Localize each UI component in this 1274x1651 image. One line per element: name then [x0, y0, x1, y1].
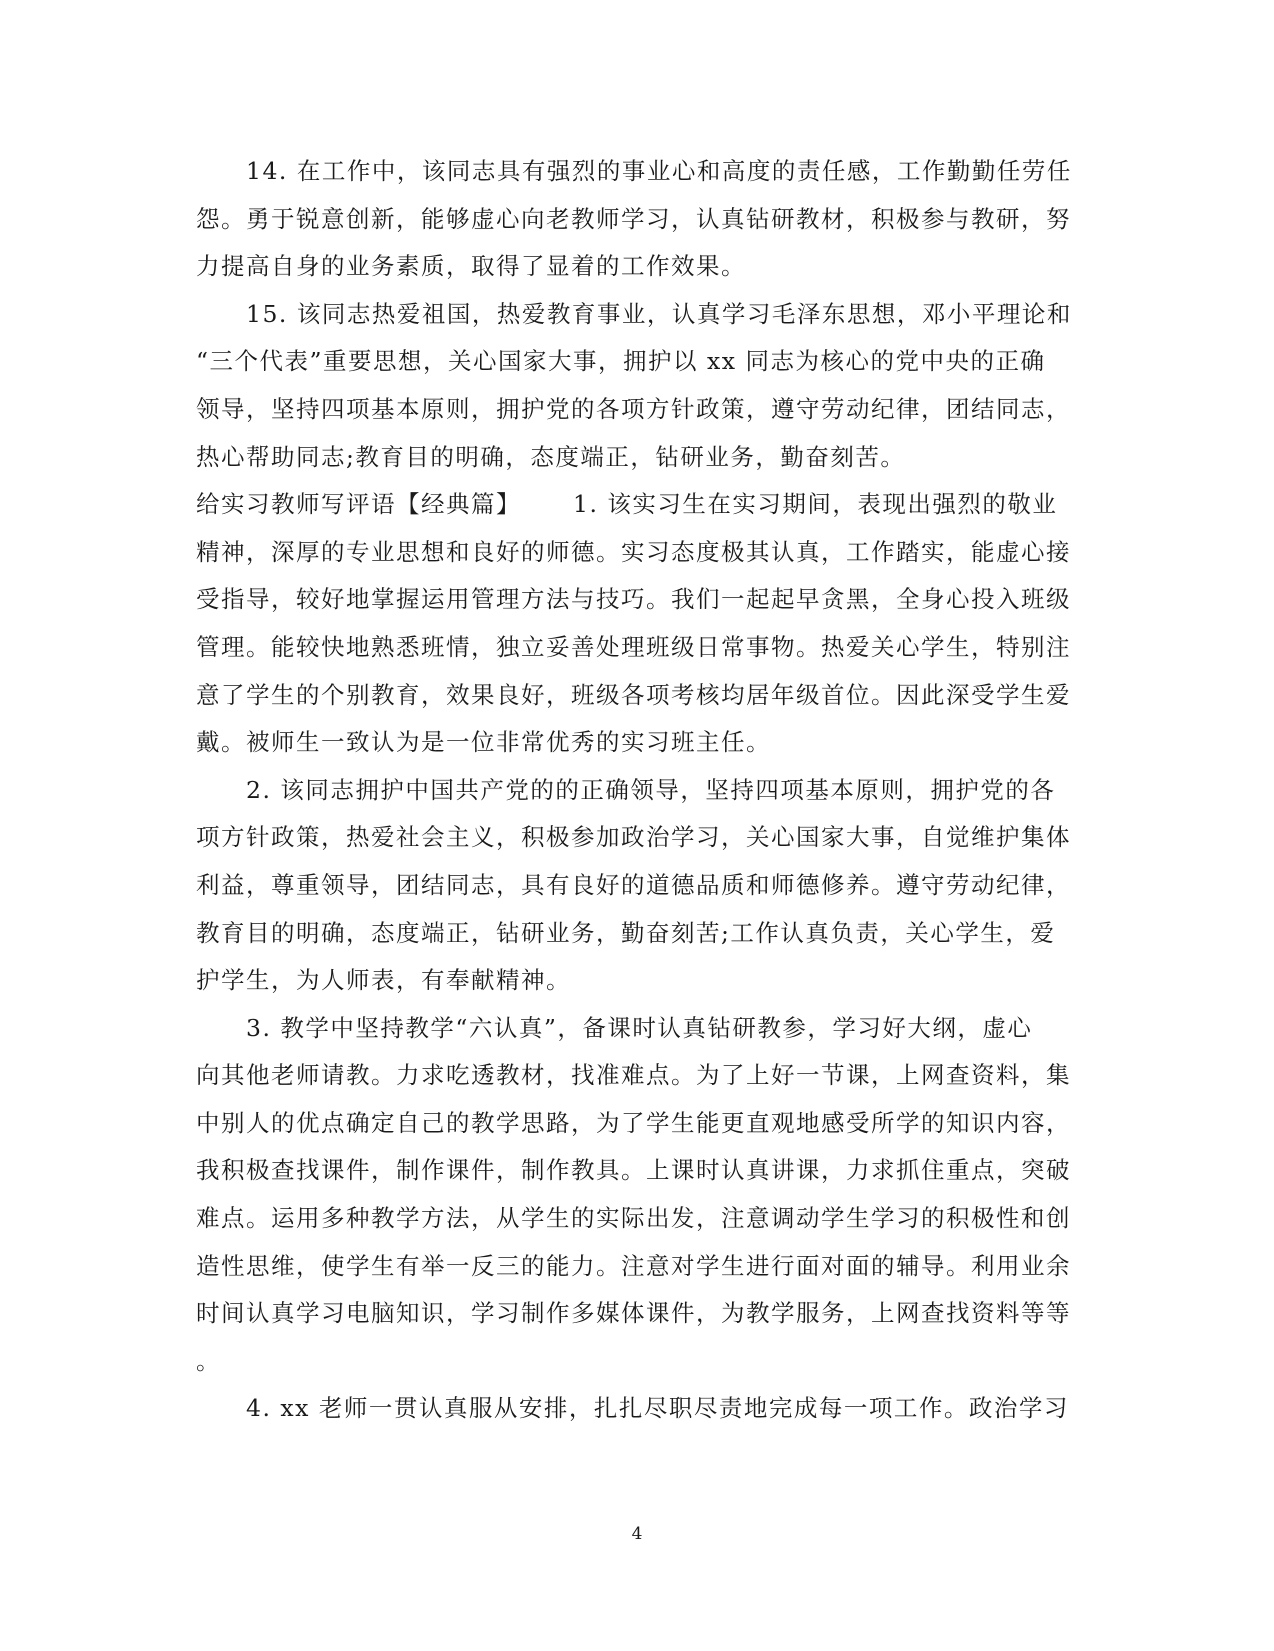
page-number: 4: [631, 1524, 643, 1544]
paragraph-line: 3. 教学中坚持教学“六认真”，备课时认真钻研教参，学习好大纲，虚心: [246, 1013, 1033, 1042]
paragraph-line: 中别人的优点确定自己的教学思路，为了学生能更直观地感受所学的知识内容，: [196, 1108, 1071, 1137]
paragraph-line: 怨。勇于锐意创新，能够虚心向老教师学习，认真钻研教材，积极参与教研，努: [196, 204, 1071, 233]
paragraph-line: 力提高自身的业务素质，取得了显着的工作效果。: [196, 252, 746, 281]
paragraph-line: 项方针政策，热爱社会主义，积极参加政治学习，关心国家大事，自觉维护集体: [196, 823, 1071, 852]
paragraph-line: 教育目的明确，态度端正，钻研业务，勤奋刻苦;工作认真负责，关心学生，爱: [196, 918, 1056, 947]
section-heading: 给实习教师写评语【经典篇】: [196, 490, 521, 519]
paragraph-line: 受指导，较好地掌握运用管理方法与技巧。我们一起起早贪黑，全身心投入班级: [196, 585, 1071, 614]
paragraph-line: 护学生，为人师表，有奉献精神。: [196, 966, 571, 995]
paragraph-line: 4. xx 老师一贯认真服从安排，扎扎尽职尽责地完成每一项工作。政治学习: [246, 1394, 1069, 1423]
paragraph-line: “三个代表”重要思想，关心国家大事，拥护以 xx 同志为核心的党中央的正确: [196, 347, 1046, 376]
paragraph-line: 领导，坚持四项基本原则，拥护党的各项方针政策，遵守劳动纪律，团结同志，: [196, 394, 1071, 423]
paragraph-line: 。: [196, 1346, 221, 1375]
section-heading-line: [196, 481, 1066, 529]
paragraph-line: 2. 该同志拥护中国共产党的的正确领导，坚持四项基本原则，拥护党的各: [246, 775, 1056, 804]
document-body: [196, 148, 1072, 1433]
paragraph-line: 我积极查找课件，制作课件，制作教具。上课时认真讲课，力求抓住重点，突破: [196, 1156, 1071, 1185]
paragraph-line: 利益，尊重领导，团结同志，具有良好的道德品质和师德修养。遵守劳动纪律，: [196, 870, 1071, 899]
paragraph-line: 时间认真学习电脑知识，学习制作多媒体课件，为教学服务，上网查找资料等等: [196, 1299, 1071, 1328]
paragraph-line: 戴。被师生一致认为是一位非常优秀的实习班主任。: [196, 728, 771, 757]
paragraph-line: 热心帮助同志;教育目的明确，态度端正，钻研业务，勤奋刻苦。: [196, 442, 906, 471]
paragraph-line: 14. 在工作中，该同志具有强烈的事业心和高度的责任感，工作勤勤任劳任: [246, 157, 1072, 185]
paragraph-line: 精神，深厚的专业思想和良好的师德。实习态度极其认真，工作踏实，能虚心接: [196, 537, 1071, 566]
paragraph-line: 造性思维，使学生有举一反三的能力。注意对学生进行面对面的辅导。利用业余: [196, 1251, 1071, 1280]
paragraph-line: 1. 该实习生在实习期间，表现出强烈的敬业: [573, 490, 1058, 519]
paragraph-line: 管理。能较快地熟悉班情，独立妥善处理班级日常事物。热爱关心学生，特别注: [196, 632, 1071, 661]
paragraph-line: 意了学生的个别教育，效果良好，班级各项考核均居年级首位。因此深受学生爱: [196, 680, 1071, 709]
paragraph-line: 向其他老师请教。力求吃透教材，找准难点。为了上好一节课，上网查资料，集: [196, 1061, 1071, 1090]
paragraph-line: 15. 该同志热爱祖国，热爱教育事业，认真学习毛泽东思想，邓小平理论和: [246, 299, 1072, 328]
paragraph-line: 难点。运用多种教学方法，从学生的实际出发，注意调动学生学习的积极性和创: [196, 1204, 1071, 1233]
